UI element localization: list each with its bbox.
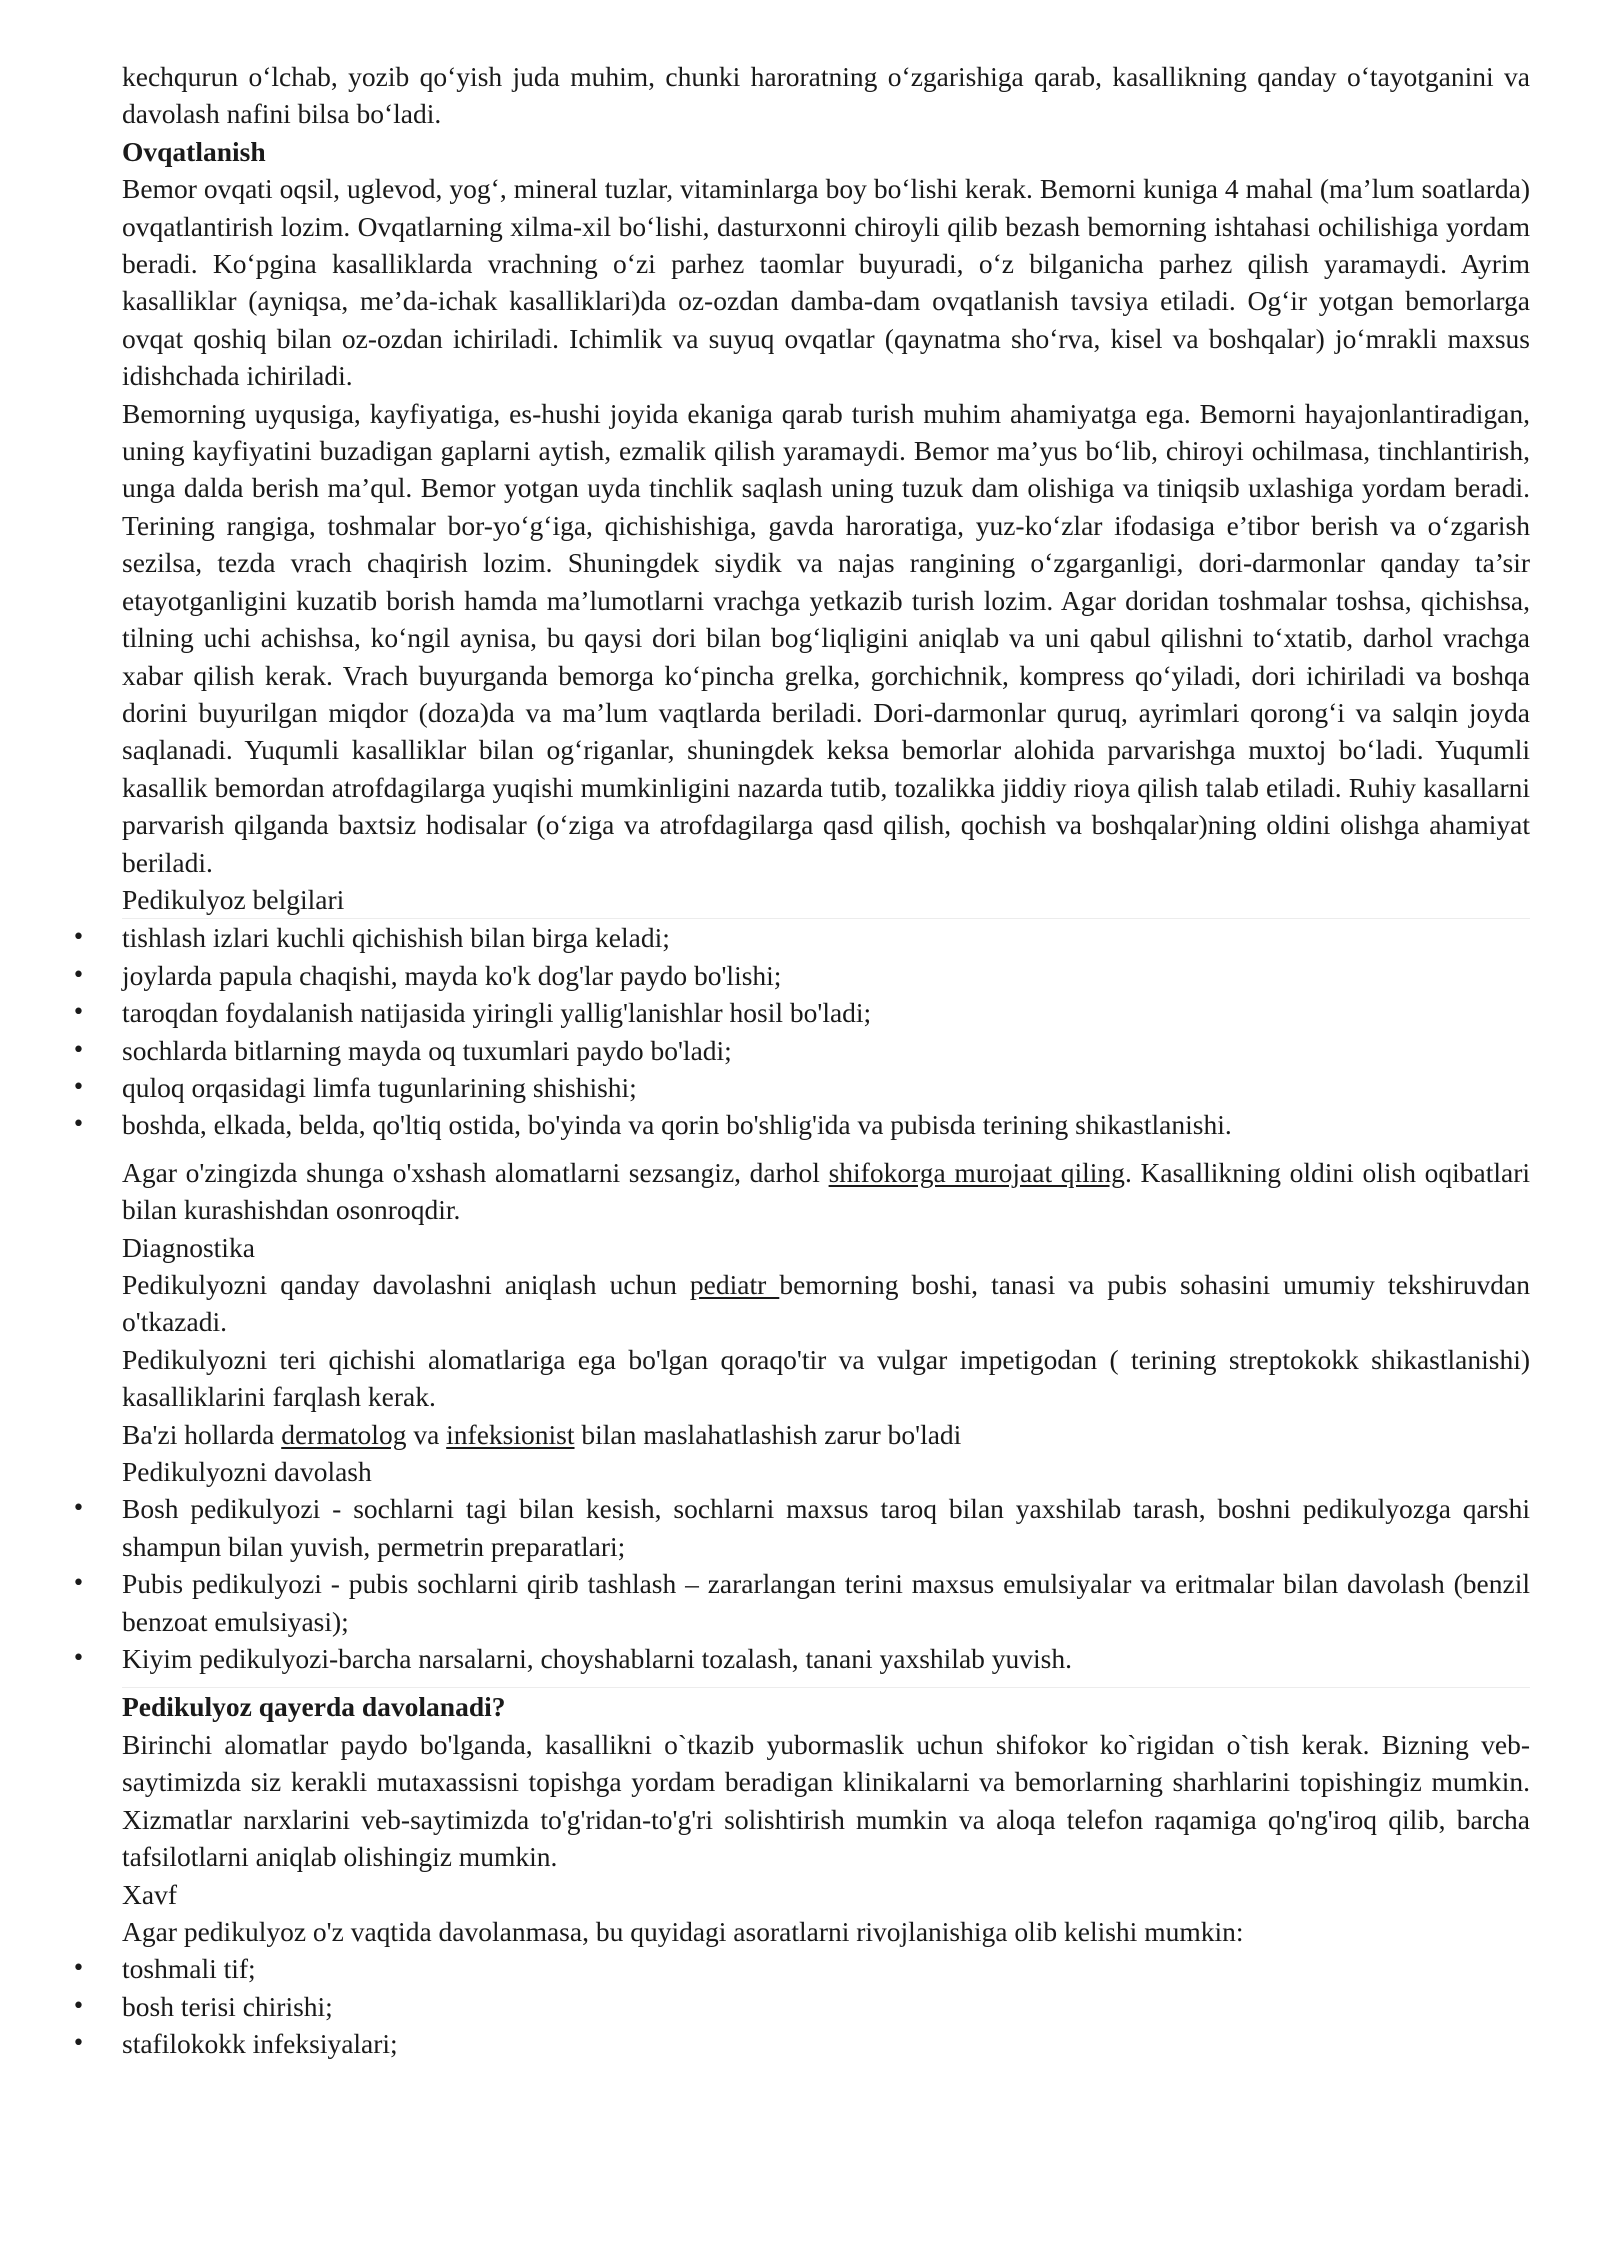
list-item: • quloq orqasidagi limfa tugunlarining shishishi;	[122, 1069, 1530, 1106]
nutrition-heading: Ovqatlanish	[122, 135, 266, 167]
diagnostics-p3-pre: Ba'zi hollarda	[122, 1418, 282, 1450]
intro-paragraph: kechqurun o‘lchab, yozib qo‘yish juda muhim, chunki haroratning o‘zgarishiga qarab, kasallikning qanday o‘tayotganini va davolash nafini bilsa bo‘ladi.	[122, 61, 1530, 130]
list-item: • boshda, elkada, belda, qo'ltiq ostida, bo'yinda va qorin bo'shlig'ida va pubisda terining shikastlanishi.	[122, 1106, 1530, 1143]
diagnostics-text-pre: Pedikulyozni qanday davolashni aniqlash uchun	[122, 1269, 690, 1300]
list-item: • stafilokokk infeksiyalari;	[122, 2025, 1530, 2062]
consult-paragraph	[122, 1154, 1530, 1229]
where-heading: Pedikulyoz qayerda davolanadi?	[122, 1691, 506, 1723]
nutrition-paragraph: Bemor ovqati oqsil, uglevod, yog‘, mineral tuzlar, vitaminlarga boy bo‘lishi kerak. Bemorni kuniga 4 mahal (ma’lum soatlarda) ovqatlantirish lozim. Ovqatlarning xilma-xil bo‘lishi, dasturxonni chiroyli qilib bezash bemorning ishtahasi ochilishiga yordam beradi. Ko‘pgina kasalliklarda vrachning o‘zi parhez taomlar buyuradi, o‘z bilganicha parhez qilish yaramaydi. Ayrim kasalliklar (ayniqsa, me’da-ichak kasalliklari)da oz-ozdan damba-dam ovqatlanish tavsiya etiladi. Og‘ir yotgan bemorlarga ovqat qoshiq bilan oz-ozdan ichiriladi. Ichimlik va suyuq ovqatlar (qaynatma sho‘rva, kisel va boshqalar) jo‘mrakli maxsus idishchada ichiriladi.	[122, 173, 1530, 392]
risk-heading: Xavf	[122, 1878, 177, 1910]
treatment-list	[122, 1490, 1530, 1677]
list-item: • Pubis pedikulyozi - pubis sochlarni qirib tashlash – zararlangan terini maxsus emulsiyalar va eritmalar bilan davolash (benzil benzoat emulsiyasi);	[122, 1565, 1530, 1640]
list-item: • joylarda papula chaqishi, mayda ko'k dog'lar paydo bo'lishi;	[122, 957, 1530, 994]
consult-doctor-link[interactable]: shifokorga murojaat qiling	[828, 1156, 1125, 1188]
treatment-heading: Pedikulyozni davolash	[122, 1456, 372, 1488]
symptoms-heading: Pedikulyoz belgilari	[122, 883, 345, 915]
diagnostics-p3-mid: va	[406, 1418, 447, 1450]
care-paragraph: Bemorning uyqusiga, kayfiyatiga, es-hushi joyida ekaniga qarab turish muhim ahamiyatga ega. Bemorni hayajonlantiradigan, uning kayfiyatini buzadigan gaplarni aytish, ezmalik qilish yaramaydi. Bemor ma’yus bo‘lib, chiroyi ochilmasa, tinchlantirish, unga dalda berish ma’qul. Bemor yotgan uyda tinchlik saqlash uning tuzuk dam olishiga va tiniqsib uxlashiga yordam beradi. Terining rangiga, toshmalar bor-yo‘g‘iga, qichishishiga, gavda haroratiga, yuz-ko‘zlar ifodasiga e’tibor berish va o‘zgarish sezilsa, tezda vrach chaqirish lozim. Shuningdek siydik va najas rangining o‘zgarganligi, dori-darmonlar qanday ta’sir etayotganligini kuzatib borish hamda ma’lumotlarni vrachga yetkazib turish lozim. Agar doridan toshmalar toshsa, qichishsa, tilning uchi achishsa, ko‘ngil aynisa, bu qaysi dori bilan bog‘liqligini aniqlab va uni qabul qilishni to‘xtatib, darhol vrachga xabar qilish kerak. Vrach buyurganda bemorga ko‘pincha grelka, gorchichnik, kompress qo‘yiladi, dori ichiriladi va boshqa dorini buyurilgan miqdor (doza)da va ma’lum vaqtlarda beriladi. Dori-darmonlar quruq, ayrimlari qorong‘i va salqin joyda saqlanadi. Yuqumli kasalliklar bilan og‘riganlar, shuningdek keksa bemorlar alohida parvarishga muxtoj bo‘ladi. Yuqumli kasallik bemordan atrofdagilarga yuqishi mumkinligini nazarda tutib, tozalikka jiddiy rioya qilish talab etiladi. Ruhiy kasallarni parvarish qilganda baxtsiz hodisalar (o‘ziga va atrofdagilarga qasd qilish, qochish va boshqalar)ning oldini olishga ahamiyat beriladi.	[122, 397, 1530, 878]
document-page	[122, 58, 1530, 2063]
list-item: • tishlash izlari kuchli qichishish bilan birga keladi;	[122, 919, 1530, 956]
consult-text-post: . Kasallikning oldini olish oqibatlari bilan kurashishdan osonroqdir.	[122, 1156, 1530, 1226]
list-item: • taroqdan foydalanish natijasida yiringli yallig'lanishlar hosil bo'ladi;	[122, 994, 1530, 1031]
infeksionist-link[interactable]: infeksionist	[446, 1418, 575, 1450]
list-item: • Kiyim pedikulyozi-barcha narsalarni, choyshablarni tozalash, tanani yaxshilab yuvish.	[122, 1640, 1530, 1677]
list-item: • Bosh pedikulyozi - sochlarni tagi bilan kesish, sochlarni maxsus taroq bilan yaxshilab tarash, boshni pedikulyozga qarshi shampun bilan yuvish, permetrin preparatlari;	[122, 1490, 1530, 1565]
risk-list	[122, 1950, 1530, 2062]
diagnostics-paragraph-3	[122, 1416, 1530, 1453]
diagnostics-text-post: bemorning boshi, tanasi va pubis sohasini umumiy tekshiruvdan o'tkazadi.	[122, 1269, 1530, 1338]
consult-text-pre: Agar o'zingizda shunga o'xshash alomatlarni sezsangiz, darhol	[122, 1156, 829, 1188]
risk-paragraph: Agar pedikulyoz o'z vaqtida davolanmasa, bu quyidagi asoratlarni rivojlanishiga olib kelishi mumkin:	[122, 1915, 1244, 1947]
symptoms-list	[122, 919, 1530, 1143]
list-item: • toshmali tif;	[122, 1950, 1530, 1987]
dermatolog-link[interactable]: dermatolog	[281, 1418, 407, 1450]
where-paragraph: Birinchi alomatlar paydo bo'lganda, kasallikni o`tkazib yubormaslik uchun shifokor ko`rigidan o`tish kerak. Bizning veb-saytimizda siz kerakli mutaxassisni topishga yordam beradigan klinikalarni va bemorlarning sharhlarini topishingiz mumkin. Xizmatlar narxlarini veb-saytimizda to'g'ridan-to'g'ri solishtirish mumkin va aloqa telefon raqamiga qo'ng'iroq qilib, barcha tafsilotlarni aniqlab olishingiz mumkin.	[122, 1728, 1530, 1873]
pediatr-link[interactable]: pediatr	[689, 1269, 780, 1300]
list-item: • sochlarda bitlarning mayda oq tuxumlari paydo bo'ladi;	[122, 1032, 1530, 1069]
diagnostics-p3-post: bilan maslahatlashish zarur bo'ladi	[574, 1418, 962, 1450]
diagnostics-heading: Diagnostika	[122, 1231, 255, 1263]
list-item: • bosh terisi chirishi;	[122, 1988, 1530, 2025]
diagnostics-paragraph-2: Pedikulyozni teri qichishi alomatlariga ega bo'lgan qoraqo'tir va vulgar impetigodan ( terining streptokokk shikastlanishi) kasalliklarini farqlash kerak.	[122, 1343, 1530, 1413]
diagnostics-paragraph-1	[122, 1266, 1530, 1341]
